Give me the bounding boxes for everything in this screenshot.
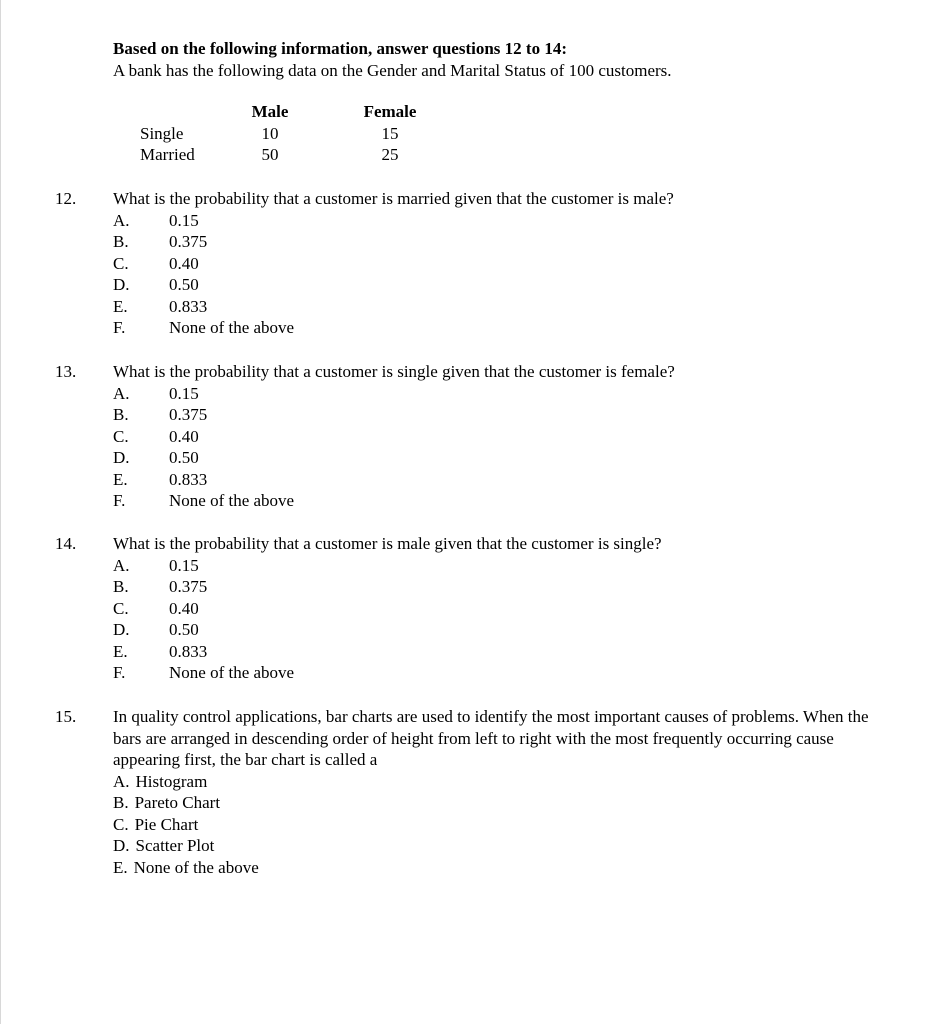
- question-text: What is the probability that a customer is married given that the customer is male?: [113, 189, 674, 208]
- option-letter: D.: [113, 448, 130, 467]
- option-text: 0.15: [169, 383, 199, 403]
- option-e[interactable]: [113, 857, 895, 879]
- question-13: [55, 361, 895, 512]
- question-number: 12.: [55, 189, 77, 208]
- question-14: [55, 533, 895, 684]
- option-text: None of the above: [169, 663, 295, 682]
- option-letter: B.: [113, 793, 129, 812]
- option-letter: D.: [113, 836, 130, 855]
- question-number: 14.: [55, 534, 77, 553]
- option-d[interactable]: [113, 835, 895, 857]
- option-d[interactable]: [113, 274, 895, 296]
- option-f[interactable]: [113, 662, 895, 684]
- option-text: 0.375: [169, 405, 208, 424]
- option-d[interactable]: [113, 619, 895, 641]
- answer-options: [113, 771, 895, 879]
- option-letter: E.: [113, 857, 128, 877]
- option-letter: E.: [113, 296, 128, 316]
- option-text: Histogram: [135, 771, 208, 791]
- option-letter: A.: [113, 210, 130, 230]
- option-text: 0.15: [169, 555, 199, 575]
- answer-options: [113, 555, 895, 684]
- option-a[interactable]: [113, 771, 895, 793]
- option-a[interactable]: [113, 210, 895, 232]
- option-f[interactable]: [113, 490, 895, 512]
- option-letter: A.: [113, 383, 130, 403]
- option-e[interactable]: [113, 296, 895, 318]
- option-letter: F.: [113, 491, 126, 510]
- table-row: [100, 144, 445, 166]
- table-row: [100, 123, 445, 145]
- cell-married-female: 25: [381, 145, 399, 164]
- question-text: What is the probability that a customer is single given that the customer is female?: [113, 362, 675, 381]
- option-c[interactable]: [113, 814, 895, 836]
- option-text: 0.15: [169, 210, 199, 230]
- table-corner: [100, 101, 230, 123]
- row-label-married: Married: [140, 145, 195, 164]
- option-text: 0.40: [169, 598, 199, 618]
- cell-single-male: 10: [261, 123, 279, 143]
- option-c[interactable]: [113, 598, 895, 620]
- intro-section: [113, 38, 913, 81]
- option-b[interactable]: [113, 792, 895, 814]
- gender-marital-table: [100, 101, 445, 166]
- option-text: 0.50: [169, 448, 199, 467]
- option-letter: E.: [113, 469, 128, 489]
- table-header-row: [100, 101, 445, 123]
- column-header-male: Male: [251, 102, 289, 121]
- intro-description: A bank has the following data on the Gender and Marital Status of 100 customers.: [113, 60, 672, 80]
- option-text: 0.50: [169, 620, 199, 639]
- option-letter: B.: [113, 405, 129, 424]
- option-d[interactable]: [113, 447, 895, 469]
- option-b[interactable]: [113, 404, 895, 426]
- option-letter: F.: [113, 318, 126, 337]
- option-a[interactable]: [113, 555, 895, 577]
- option-e[interactable]: [113, 641, 895, 663]
- option-letter: D.: [113, 620, 130, 639]
- option-f[interactable]: [113, 317, 895, 339]
- option-letter: A.: [113, 771, 130, 791]
- option-letter: A.: [113, 555, 130, 575]
- option-letter: C.: [113, 814, 129, 834]
- row-label-single: Single: [140, 123, 184, 143]
- option-text: None of the above: [169, 491, 295, 510]
- option-letter: C.: [113, 426, 129, 446]
- option-a[interactable]: [113, 383, 895, 405]
- question-number: 13.: [55, 362, 77, 381]
- option-letter: C.: [113, 253, 129, 273]
- question-15: [55, 706, 895, 878]
- page-left-edge: [0, 0, 1, 1024]
- option-letter: B.: [113, 577, 129, 596]
- option-letter: B.: [113, 232, 129, 251]
- answer-options: [113, 383, 895, 512]
- option-text: 0.50: [169, 275, 199, 294]
- option-text: None of the above: [133, 857, 259, 877]
- option-letter: D.: [113, 275, 130, 294]
- option-c[interactable]: [113, 253, 895, 275]
- intro-heading: Based on the following information, answer questions 12 to 14:: [113, 39, 567, 58]
- option-e[interactable]: [113, 469, 895, 491]
- option-letter: C.: [113, 598, 129, 618]
- column-header-female: Female: [363, 102, 417, 121]
- question-12: [55, 188, 895, 339]
- option-text: Scatter Plot: [135, 836, 215, 855]
- option-text: 0.833: [169, 641, 208, 661]
- option-text: 0.375: [169, 577, 208, 596]
- cell-married-male: 50: [261, 145, 279, 164]
- option-letter: F.: [113, 663, 126, 682]
- option-c[interactable]: [113, 426, 895, 448]
- option-text: 0.833: [169, 469, 208, 489]
- option-text: 0.833: [169, 296, 208, 316]
- answer-options: [113, 210, 895, 339]
- cell-single-female: 15: [381, 123, 399, 143]
- question-number: 15.: [55, 707, 77, 726]
- question-text: In quality control applications, bar charts are used to identify the most important causes of problems. When the bars are arranged in descending order of height from left to right with the most frequently occurring cause appearing first, the bar chart is called a: [113, 707, 869, 769]
- option-b[interactable]: [113, 231, 895, 253]
- option-text: Pie Chart: [134, 814, 199, 834]
- option-text: 0.40: [169, 426, 199, 446]
- question-text: What is the probability that a customer is male given that the customer is single?: [113, 534, 662, 553]
- option-text: None of the above: [169, 318, 295, 337]
- option-text: 0.375: [169, 232, 208, 251]
- option-b[interactable]: [113, 576, 895, 598]
- option-text: 0.40: [169, 253, 199, 273]
- option-text: Pareto Chart: [134, 793, 221, 812]
- option-letter: E.: [113, 641, 128, 661]
